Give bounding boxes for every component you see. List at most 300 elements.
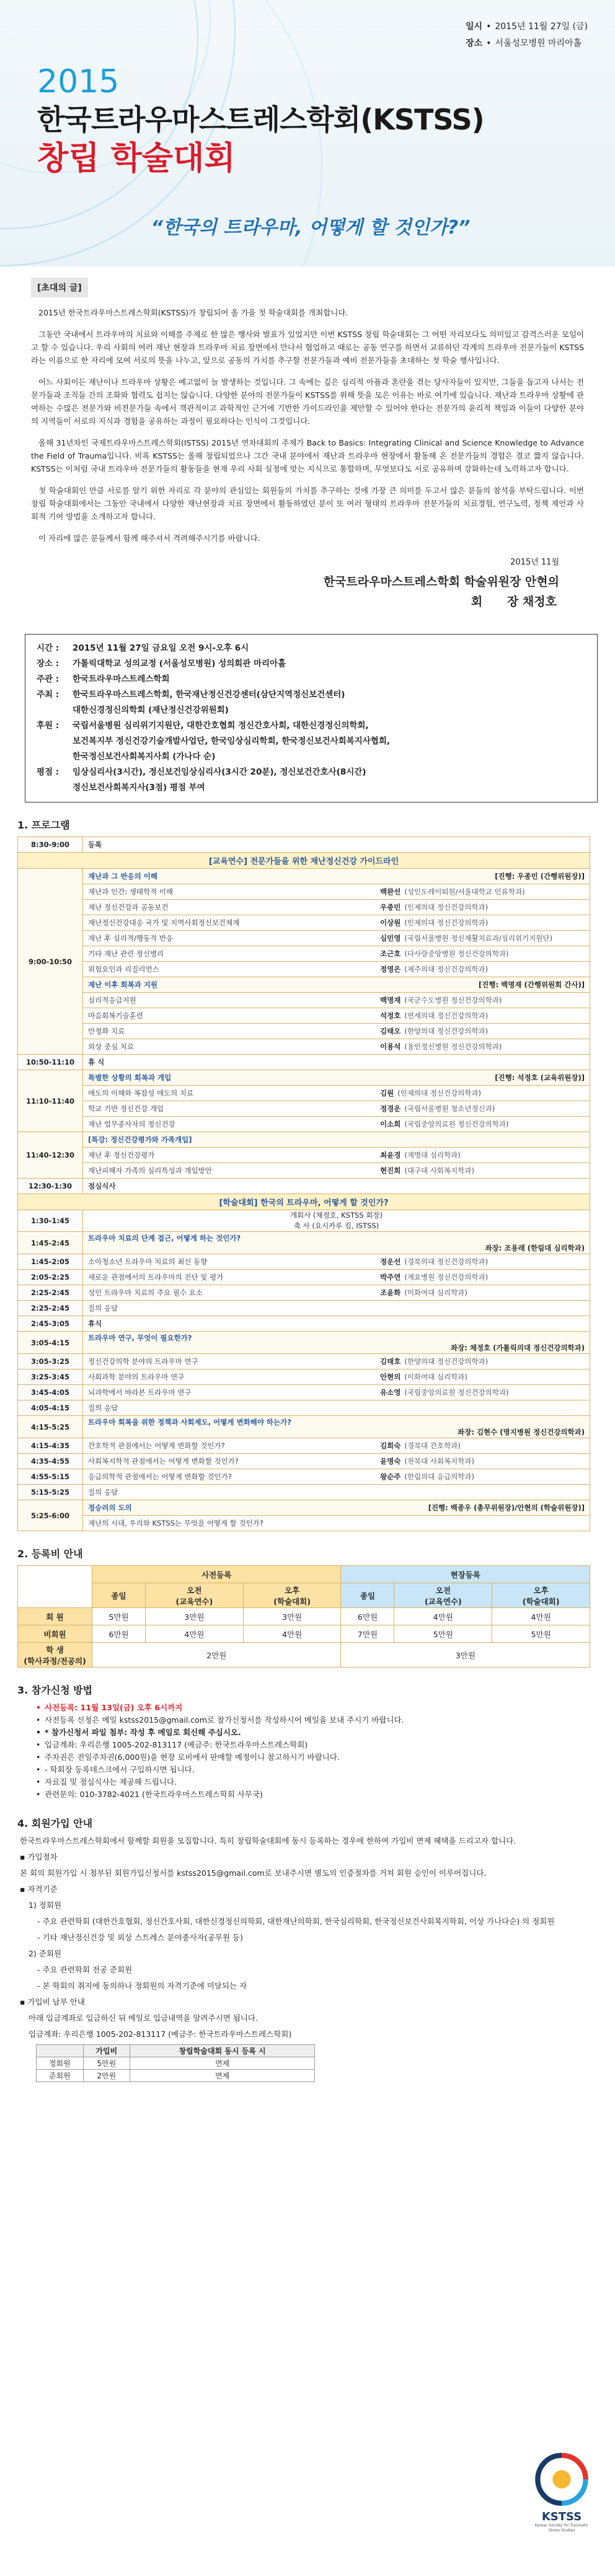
fee-cell: 2만원 bbox=[92, 1643, 341, 1668]
program-topic: 성인 트라우마 치료의 주요 필수 요소 bbox=[88, 1288, 203, 1297]
program-row bbox=[18, 1117, 590, 1132]
program-row bbox=[18, 1070, 590, 1086]
program-speaker bbox=[380, 1288, 585, 1298]
program-row bbox=[18, 1024, 590, 1039]
fee-cell: 6만원 bbox=[92, 1625, 146, 1643]
program-speaker bbox=[380, 964, 585, 974]
speaker-name: 김원 bbox=[380, 1089, 394, 1097]
fee-row-label: 회 원 bbox=[18, 1608, 92, 1625]
speaker-name: 조근호 bbox=[380, 949, 401, 958]
speaker-affiliation: (용인정신병원 정신건강의학과) bbox=[404, 1042, 502, 1051]
fee-col: 종일 bbox=[92, 1583, 146, 1608]
speaker-affiliation: (이화여대 심리학과) bbox=[404, 1373, 467, 1381]
fee-section bbox=[17, 1546, 590, 1668]
program-row bbox=[18, 1039, 590, 1055]
program-session: 점심식사 bbox=[83, 1179, 590, 1194]
speaker-name: 김희숙 bbox=[380, 1441, 401, 1450]
membership-line: - 주요 관련학회 (대한간호협회, 정신간호사회, 대한신경정신의학회, 대한재난의학회, 한국심리학회, 한국정신보건사회복지학회, 이상 가나다순) 의 정회원 bbox=[37, 1917, 555, 1926]
program-speaker bbox=[380, 1088, 585, 1098]
membership-fee-table bbox=[36, 2044, 315, 2082]
program-topic: 위험요인과 리질리언스 bbox=[88, 965, 159, 974]
fee-cell: 3만원 bbox=[243, 1608, 341, 1625]
program-chair: [진행: 석정호 (교육위원장)] bbox=[495, 1073, 585, 1082]
program-row bbox=[18, 946, 590, 962]
info-value: 2015년 11월 27일 금요일 오전 9시-오후 6시 bbox=[73, 643, 249, 653]
speaker-name: 백완선 bbox=[380, 887, 401, 896]
speaker-affiliation: (국립중앙의료원 정신건강의학과) bbox=[404, 1388, 509, 1397]
program-row bbox=[18, 1254, 590, 1270]
program-session bbox=[83, 977, 590, 993]
program-row bbox=[18, 1270, 590, 1285]
program-session bbox=[83, 1385, 590, 1400]
membership-line: 아래 입금계좌로 입금하신 뒤 메일로 입금내역을 알려주시면 됩니다. bbox=[29, 2013, 258, 2023]
info-label bbox=[37, 749, 73, 765]
program-session bbox=[83, 962, 590, 977]
registration-section bbox=[17, 1682, 590, 1801]
program-topic: 안정화 치료 bbox=[88, 1027, 125, 1035]
program-time: 12:30-1:30 bbox=[18, 1179, 83, 1194]
program-row bbox=[18, 900, 590, 915]
program-speaker bbox=[380, 918, 585, 928]
registration-item: • 주차권은 전일주차권(6,000원)을 현장 로비에서 판매할 예정이니 참고하시기 바랍니다. bbox=[36, 1751, 590, 1764]
membership-title: 4. 회원가입 안내 bbox=[17, 1818, 93, 1829]
program-session bbox=[83, 1416, 590, 1438]
date-value: 2015년 11월 27일 (금) bbox=[495, 22, 588, 32]
speaker-name: 김태호 bbox=[380, 1357, 401, 1366]
program-session-title: 트라우마 연구, 무엇이 필요한가? bbox=[88, 1333, 192, 1342]
fee-cell: 4만원 bbox=[243, 1625, 341, 1643]
program-session: 휴식 bbox=[83, 1316, 590, 1332]
membership-line: - 기타 재난정신건강 및 외상 스트레스 분야종사자(공무원 등) bbox=[37, 1933, 243, 1942]
registration-list bbox=[17, 1702, 590, 1801]
info-label: 평점 : bbox=[37, 767, 60, 777]
greeting-section bbox=[0, 266, 615, 612]
program-row bbox=[18, 1500, 590, 1516]
fee-pre-header: 사전등록 bbox=[92, 1566, 341, 1583]
program-session bbox=[83, 1332, 590, 1354]
program-topic: 재난 후 심리적/행동적 반응 bbox=[88, 934, 174, 943]
program-time: 3:05-3:25 bbox=[18, 1354, 83, 1369]
program-topic: 간호학적 관점에서는 어떻게 변화할 것인가? bbox=[88, 1441, 225, 1450]
program-time: 3:25-3:45 bbox=[18, 1369, 83, 1385]
program-section bbox=[17, 817, 590, 1531]
speaker-affiliation: (다사랑중앙병원 정신건강의학과) bbox=[404, 949, 509, 958]
hero-header bbox=[0, 0, 615, 266]
speaker-affiliation: (전북대 사회복지학과) bbox=[404, 1457, 474, 1466]
program-session bbox=[83, 1117, 590, 1132]
speaker-affiliation: (계요병원 정신건강의학과) bbox=[404, 1273, 489, 1281]
registration-item: • * 참가신청서 파일 첨부: 작성 후 메일로 회신해 주십시오. bbox=[36, 1726, 590, 1739]
program-session bbox=[83, 1163, 590, 1179]
program-time: 3:05-4:15 bbox=[18, 1332, 83, 1354]
program-row bbox=[18, 837, 590, 853]
program-speaker bbox=[380, 887, 585, 897]
fee-table bbox=[17, 1565, 590, 1668]
signature-org: 한국트라우마스트레스학회 학술위원장 안현의 bbox=[323, 575, 559, 589]
program-speaker bbox=[380, 1119, 585, 1129]
membership-fee-header: 창립학술대회 동시 등록 시 bbox=[130, 2045, 315, 2057]
speaker-name: 정운선 bbox=[380, 1257, 401, 1266]
membership-fee-cell: 준회원 bbox=[37, 2070, 84, 2082]
program-topic: 재난정신건강대응 국가 및 지역사회정신보건체계 bbox=[88, 918, 240, 927]
program-session bbox=[83, 1254, 590, 1270]
program-speaker bbox=[380, 1150, 585, 1160]
greeting-title: [초대의 글] bbox=[31, 278, 88, 297]
fee-cell: 5만원 bbox=[394, 1625, 492, 1643]
program-banner-row bbox=[18, 853, 590, 869]
membership-line: 1) 정회원 bbox=[29, 1901, 62, 1910]
program-session bbox=[83, 1024, 590, 1039]
registration-item: • 사전등록 신청은 메일 kstss2015@gmail.com로 참가신청서를 작성하시어 메일을 보내 주시기 바랍니다. bbox=[36, 1714, 590, 1726]
fee-col: 오후 (학술대회) bbox=[492, 1583, 590, 1608]
program-row bbox=[18, 1008, 590, 1024]
speaker-affiliation: (계명대 심리학과) bbox=[404, 1151, 461, 1159]
fee-row-label: 학 생 (학사과정/전공의) bbox=[18, 1643, 92, 1668]
speaker-name: 윤명숙 bbox=[380, 1457, 401, 1466]
program-time: 5:15-5:25 bbox=[18, 1485, 83, 1500]
program-topic: 응급의학적 관점에서는 어떻게 변화할 것인가? bbox=[88, 1472, 232, 1481]
program-session bbox=[83, 1369, 590, 1385]
program-session: 등록 bbox=[83, 837, 590, 853]
program-topic: 질의 응답 bbox=[88, 1304, 118, 1312]
program-session bbox=[83, 993, 590, 1008]
program-row bbox=[18, 1485, 590, 1500]
speaker-affiliation: (한양의대 정신건강의학과) bbox=[404, 1027, 489, 1035]
program-table bbox=[17, 837, 590, 1531]
speaker-name: 이소희 bbox=[380, 1120, 401, 1128]
program-session bbox=[83, 1454, 590, 1469]
program-banner-row bbox=[18, 1194, 590, 1210]
signature-date: 2015년 11월 bbox=[510, 558, 559, 567]
event-meta: 일시 • 2015년 11월 27일 (금) 장소 • 서울성모병원 마리아홀 bbox=[466, 19, 588, 52]
info-label bbox=[37, 780, 73, 796]
program-topic: 재난의 시대, 우리와 KSTSS는 무엇을 어떻게 할 것인가? bbox=[88, 1519, 263, 1528]
program-row bbox=[18, 1385, 590, 1400]
membership-line: 본 회의 회원가입 시 첨부된 회원가입신청서를 kstss2015@gmail.com로 보내주시면 별도의 인증절차를 거쳐 회원 승인이 이루어집니다. bbox=[20, 1868, 487, 1878]
program-topic: 뇌과학에서 바라본 트라우마 연구 bbox=[88, 1388, 192, 1397]
speaker-name: 왕순주 bbox=[380, 1472, 401, 1481]
program-session bbox=[83, 1132, 590, 1148]
info-value: 국립서울병원 심리위기지원단, 대한간호협회 정신간호사회, 대한신경정신의학회, bbox=[73, 721, 369, 731]
program-row bbox=[18, 869, 590, 884]
program-topic: 외상 중심 치료 bbox=[88, 1042, 134, 1051]
greeting-paragraph: 2015년 한국트라우마스트레스학회(KSTSS)가 창립되어 올 가을 첫 학술대회를 개최합니다. bbox=[38, 308, 348, 317]
fee-cell: 5만원 bbox=[492, 1625, 590, 1643]
program-time: 10:50-11:10 bbox=[18, 1055, 83, 1070]
program-row bbox=[18, 977, 590, 993]
program-row bbox=[18, 1086, 590, 1101]
speaker-name: 백명재 bbox=[380, 996, 401, 1004]
program-row bbox=[18, 1148, 590, 1163]
program-row bbox=[18, 962, 590, 977]
program-time: 3:45-4:05 bbox=[18, 1385, 83, 1400]
program-session bbox=[83, 1285, 590, 1301]
society-name: 한국트라우마스트레스학회(KSTSS) bbox=[37, 103, 484, 136]
program-topic: 새로운 관점에서의 트라우마의 진단 및 평가 bbox=[88, 1273, 224, 1281]
speaker-name: 이상원 bbox=[380, 918, 401, 927]
fee-cell: 3만원 bbox=[145, 1608, 243, 1625]
logo-text: KSTSS bbox=[541, 2510, 582, 2523]
greeting-paragraph: 첫 학술대회인 만큼 서로를 알기 위한 자리로 각 분야의 관심있는 회원들의 가치를 추구하는 것에 가장 큰 의미를 두고서 많은 분들의 참석을 부탁드립니다. 이번 창립 학술대회에서는 그동안 국내에서 다양한 재난현장과 치료 장면에서 활동하였던 분이 또 여러 형태의 트라우마 전문가들의 치료경험, 연구노력, 정책 제언과 사회적 기여 방법을 소개하고자 합니다. bbox=[31, 486, 584, 521]
speaker-affiliation: (인제의대 정신건강의학과) bbox=[404, 918, 489, 927]
program-banner: [교육연수] 전문가들을 위한 재난정신건강 가이드라인 bbox=[18, 853, 590, 869]
program-time: 11:10-11:40 bbox=[18, 1070, 83, 1132]
fee-col: 오전 (교육연수) bbox=[145, 1583, 243, 1608]
program-topic: 마음회복기술훈련 bbox=[88, 1011, 143, 1020]
program-session bbox=[83, 884, 590, 900]
program-session bbox=[83, 1101, 590, 1117]
speaker-affiliation: (인제의대 정신건강의학과) bbox=[397, 1089, 482, 1097]
fee-onsite-header: 현장등록 bbox=[341, 1566, 590, 1583]
info-value: 한국트라우마스트레스학회, 한국재난정신건강센터(삼단지역정신보건센터) bbox=[73, 690, 345, 700]
program-speaker bbox=[380, 1372, 585, 1382]
greeting-paragraph: 그동안 국내에서 트라우마의 치료와 이해를 주제로 한 많은 행사와 발표가 있었지만 이번 KSTSS 창립 학술대회는 그 어떤 자리보다도 의미있고 감격스러운 모임이고 할 수 있습니다. 우리 사회의 여러 재난 현장과 트라우마 치료 장면에서 만나서 협업하고 때로는 공동 연구를 하면서 교류하던 각계의 트라우마 전문가들이 KSTSS 라는 이름으로 한 자리에 모여 서로의 뜻을 나누고, 앞으로 공동의 가치를 추구할 전문가들과 예비 전문가들을 초대하는 첫 학술 행사입니다. bbox=[31, 330, 584, 365]
membership-line: ▪ 가입절차 bbox=[20, 1852, 58, 1862]
program-topic: 애도의 이해와 복잡성 애도의 치료 bbox=[88, 1089, 194, 1097]
membership-line: 2) 준회원 bbox=[29, 1949, 62, 1958]
program-chair: 좌장: 채정호 (가톨릭의대 정신건강의학과) bbox=[451, 1343, 585, 1352]
program-session bbox=[83, 1008, 590, 1024]
program-session bbox=[83, 1270, 590, 1285]
speaker-affiliation: (국립서울병원 청소년정신과) bbox=[404, 1104, 495, 1113]
membership-line: - 본 학회의 취지에 동의하나 정회원의 자격기준에 미달되는 자 bbox=[37, 1981, 247, 1990]
program-time: 9:00-10:50 bbox=[18, 869, 83, 1055]
program-time: 2:45-3:05 bbox=[18, 1316, 83, 1332]
program-session bbox=[83, 1469, 590, 1485]
speaker-name: 정영은 bbox=[380, 965, 401, 974]
fee-cell: 5만원 bbox=[92, 1608, 146, 1625]
speaker-name: 현진희 bbox=[380, 1166, 401, 1175]
speaker-affiliation: (제주의대 정신건강의학과) bbox=[404, 965, 489, 974]
program-opening bbox=[83, 1210, 590, 1232]
registration-item: • 사전등록: 11월 13일(금) 오후 6시까지 bbox=[36, 1702, 590, 1714]
program-session bbox=[83, 1354, 590, 1369]
program-session bbox=[83, 1070, 590, 1086]
program-session bbox=[83, 915, 590, 931]
program-topic: 기타 재난 관련 정신병리 bbox=[88, 949, 164, 958]
program-row bbox=[18, 993, 590, 1008]
info-label: 시간 : bbox=[37, 643, 60, 653]
program-session bbox=[83, 1485, 590, 1500]
program-session bbox=[83, 1400, 590, 1416]
program-speaker bbox=[380, 1387, 585, 1397]
program-session bbox=[83, 1438, 590, 1454]
program-session bbox=[83, 1148, 590, 1163]
program-topic: 재난피해자 가족의 심리특성과 개입방안 bbox=[88, 1166, 212, 1175]
event-info-box bbox=[25, 634, 598, 802]
program-session bbox=[83, 1232, 590, 1254]
registration-title: 3. 참가신청 방법 bbox=[17, 1684, 93, 1696]
program-session bbox=[83, 1039, 590, 1055]
program-session bbox=[83, 869, 590, 884]
program-row bbox=[18, 915, 590, 931]
program-session bbox=[83, 931, 590, 946]
speaker-affiliation: (한림의대 응급의학과) bbox=[404, 1472, 474, 1481]
program-chair: 좌장: 김현수 (명지병원 정신건강의학과) bbox=[458, 1427, 585, 1436]
program-row bbox=[18, 1210, 590, 1232]
program-speaker bbox=[380, 1456, 585, 1466]
fee-row-label: 비회원 bbox=[18, 1625, 92, 1643]
speaker-affiliation: (경북의대 정신건강의학과) bbox=[404, 1257, 489, 1266]
program-topic: 학교 기반 정신건강 개입 bbox=[88, 1104, 164, 1113]
program-time: 1:45-2:45 bbox=[18, 1232, 83, 1254]
program-session-title: 재난 이후 회복과 지원 bbox=[88, 980, 157, 989]
program-row bbox=[18, 1316, 590, 1332]
membership-fee-cell: 정회원 bbox=[37, 2057, 84, 2070]
speaker-name: 박주연 bbox=[380, 1273, 401, 1281]
program-speaker bbox=[380, 1272, 585, 1282]
membership-line: - 주요 관련학회 전공 준회원 bbox=[37, 1965, 133, 1974]
program-row bbox=[18, 1163, 590, 1179]
signature-name: 회 장 채정호 bbox=[471, 595, 557, 609]
program-topic: 재난 후 정신건강평가 bbox=[88, 1151, 155, 1159]
fee-col: 오후 (학술대회) bbox=[243, 1583, 341, 1608]
program-speaker bbox=[380, 949, 585, 959]
program-time: 4:15-5:25 bbox=[18, 1416, 83, 1438]
program-session-title: [특강: 정신건강평가와 가족개입] bbox=[88, 1135, 192, 1144]
program-row bbox=[18, 1469, 590, 1485]
program-time: 2:25-2:45 bbox=[18, 1285, 83, 1301]
registration-item: • 자료집 및 점심식사는 제공해 드립니다. bbox=[36, 1776, 590, 1788]
program-row bbox=[18, 1369, 590, 1385]
membership-body bbox=[17, 1835, 590, 2041]
program-topic: 사회과학 분야의 트라우마 연구 bbox=[88, 1373, 185, 1381]
program-time: 4:15-4:35 bbox=[18, 1438, 83, 1454]
event-title: 창립 학술대회 bbox=[37, 140, 236, 177]
program-speaker bbox=[380, 1104, 585, 1114]
greeting-paragraph: 이 자리에 많은 분들께서 함께 해주셔서 격려해주시기를 바랍니다. bbox=[38, 534, 260, 543]
program-row bbox=[18, 931, 590, 946]
program-time: 4:35-4:55 bbox=[18, 1454, 83, 1469]
info-value: 정신보건사회복지사(3점) 평점 부여 bbox=[73, 783, 205, 793]
signature-block bbox=[31, 545, 584, 612]
program-time: 5:25-6:00 bbox=[18, 1500, 83, 1531]
program-time: 1:30-1:45 bbox=[18, 1210, 83, 1232]
info-value: 보건복지부 정신건강기술개발사업단, 한국임상심리학회, 한국정신보건사회복지사협회, bbox=[73, 736, 391, 746]
program-session bbox=[83, 1086, 590, 1101]
program-row bbox=[18, 1055, 590, 1070]
speaker-affiliation: (한양의대 정신건강의학과) bbox=[404, 1357, 489, 1366]
program-row bbox=[18, 1454, 590, 1469]
speaker-affiliation: (국립서울병원 정신재활치료과/심리위기지원단) bbox=[404, 934, 553, 943]
program-speaker bbox=[380, 1166, 585, 1176]
program-row bbox=[18, 1516, 590, 1531]
program-session bbox=[83, 1516, 590, 1531]
speaker-affiliation: (국립중앙의료원 정신건강의학과) bbox=[404, 1120, 509, 1128]
program-speaker bbox=[380, 1257, 585, 1267]
membership-fee-cell: 2만원 bbox=[83, 2070, 130, 2082]
info-label bbox=[37, 703, 73, 718]
registration-item: • 관련문의: 010-3782-4021 (한국트라우마스트레스학회 사무국) bbox=[36, 1788, 590, 1801]
logo-subtext: Korean Society for Traumatic Stress Studies bbox=[534, 2523, 589, 2533]
speaker-name: 안현의 bbox=[380, 1373, 401, 1381]
kstss-logo bbox=[531, 2451, 593, 2533]
membership-fee-cell: 5만원 bbox=[83, 2057, 130, 2070]
program-speaker bbox=[380, 1042, 585, 1052]
place-value: 서울성모병원 마리아홀 bbox=[495, 38, 582, 48]
speaker-affiliation: (성인도레이퇴원/서울대학교 인류학과) bbox=[404, 887, 525, 896]
program-chair: [진행: 우종민 (간행위원장)] bbox=[495, 872, 585, 881]
membership-line: ▪ 가입비 납부 안내 bbox=[20, 1997, 85, 2007]
program-time: 1:45-2:05 bbox=[18, 1254, 83, 1270]
fee-cell: 4만원 bbox=[492, 1608, 590, 1625]
membership-line: ▪ 자격기준 bbox=[20, 1884, 58, 1894]
program-speaker bbox=[380, 1011, 585, 1021]
speaker-name: 유소영 bbox=[380, 1388, 401, 1397]
date-label: 일시 bbox=[466, 22, 483, 32]
program-session bbox=[83, 900, 590, 915]
program-row bbox=[18, 1400, 590, 1416]
speaker-name: 심민영 bbox=[380, 934, 401, 943]
program-row bbox=[18, 1232, 590, 1254]
program-topic: 재난과 인간: 생태학적 이해 bbox=[88, 887, 174, 896]
event-year: 2015 bbox=[37, 63, 120, 100]
program-topic: 질의 응답 bbox=[88, 1488, 118, 1497]
program-row bbox=[18, 1101, 590, 1117]
membership-fee-header bbox=[37, 2045, 84, 2057]
program-row bbox=[18, 1285, 590, 1301]
registration-item: • - 학회장 등록데스크에서 구입하시면 됩니다. bbox=[36, 1764, 590, 1776]
program-topic: 사회복지학적 관점에서는 어떻게 변화할 것인가? bbox=[88, 1457, 239, 1466]
opening-line: 개회사 (채정호, KSTSS 회장) bbox=[290, 1211, 383, 1220]
program-topic: 소아청소년 트라우마 치료의 최신 동향 bbox=[88, 1257, 208, 1266]
greeting-paragraph: 올해 31년차인 국제트라우마스트레스학회(ISTSS) 2015년 연차대회의 주제가 Back to Basics: Integrating Clinical and Science Knowledge to Advance the Field of Trauma입니다. 비록 KSTSS는 올해 창립되었으나 그간 국내 분야에서 재난과 트라우마 현장에서 활동해 온 전문가들의 경험은 결코 짧지 않습니다. KSTSS는 이처럼 국내 트라우마 전문가들의 활동들을 현재 우리 사회 실정에 맞는 지식으로 통합하며, 무엇보다도 서로 공유하며 강화하는데 노력하고자 합니다. bbox=[31, 438, 584, 473]
speaker-affiliation: (경북대 간호학과) bbox=[404, 1441, 461, 1450]
program-row bbox=[18, 1354, 590, 1369]
kstss-logo-icon bbox=[533, 2451, 590, 2508]
program-time: 11:40-12:30 bbox=[18, 1132, 83, 1179]
program-time: 4:05-4:15 bbox=[18, 1400, 83, 1416]
program-chair: [진행: 백종우 (총무위원장)/안현의 (학술위원장)] bbox=[428, 1503, 585, 1512]
program-row bbox=[18, 1179, 590, 1194]
program-topic: 재난 업무종사자의 정신건강 bbox=[88, 1120, 175, 1128]
membership-fee-header: 가입비 bbox=[83, 2045, 130, 2057]
program-speaker bbox=[380, 1472, 585, 1482]
speaker-name: 석정호 bbox=[380, 1011, 401, 1020]
program-row bbox=[18, 1438, 590, 1454]
speaker-affiliation: (연세의대 정신건강의학과) bbox=[404, 1011, 489, 1020]
info-label: 후원 : bbox=[37, 721, 60, 731]
program-session-title: 특별한 상황의 회복과 개입 bbox=[88, 1073, 172, 1082]
program-speaker bbox=[380, 902, 585, 912]
program-session bbox=[83, 1301, 590, 1316]
speaker-affiliation: (미화여대 심리학과) bbox=[404, 1288, 467, 1297]
registration-item: • 입금계좌: 우리은행 1005-202-813117 (예금주: 한국트라우마스트레스학회) bbox=[36, 1739, 590, 1751]
program-time: 2:25-2:45 bbox=[18, 1301, 83, 1316]
place-label: 장소 bbox=[466, 38, 483, 48]
program-session bbox=[83, 1500, 590, 1516]
fee-cell: 6만원 bbox=[341, 1608, 394, 1625]
program-speaker bbox=[380, 1026, 585, 1036]
membership-fee-cell: 면제 bbox=[130, 2057, 315, 2070]
speaker-name: 우종민 bbox=[380, 903, 401, 912]
program-title: 1. 프로그램 bbox=[17, 819, 70, 831]
program-row bbox=[18, 884, 590, 900]
program-time: 2:05-2:25 bbox=[18, 1270, 83, 1285]
info-label: 주최 : bbox=[37, 690, 60, 700]
fee-col: 종일 bbox=[341, 1583, 394, 1608]
fee-title: 2. 등록비 안내 bbox=[17, 1548, 83, 1560]
fee-cell: 4만원 bbox=[394, 1608, 492, 1625]
membership-fee-cell: 면제 bbox=[130, 2070, 315, 2082]
membership-line: 한국트라우마스트레스학회에서 함께할 회원을 모집합니다. 특히 창립학술대회에 동시 등록하는 경우에 한하여 가입비 면제 혜택을 드리고자 합니다. bbox=[20, 1836, 516, 1845]
opening-line: 축 사 (요시카루 킴, ISTSS) bbox=[293, 1221, 379, 1230]
greeting-body bbox=[31, 306, 584, 545]
info-value: 가톨릭대학교 성의교정 (서울성모병원) 성의회관 마리아홀 bbox=[73, 659, 286, 669]
program-session-title: 트라우마 치료의 단계 접근, 어떻게 하는 것인가? bbox=[88, 1233, 241, 1242]
info-value: 임상심리사(3시간), 정신보건임상심리사(3시간 20분), 정신보건간호사(8시간) bbox=[73, 767, 366, 777]
program-speaker bbox=[380, 995, 585, 1005]
